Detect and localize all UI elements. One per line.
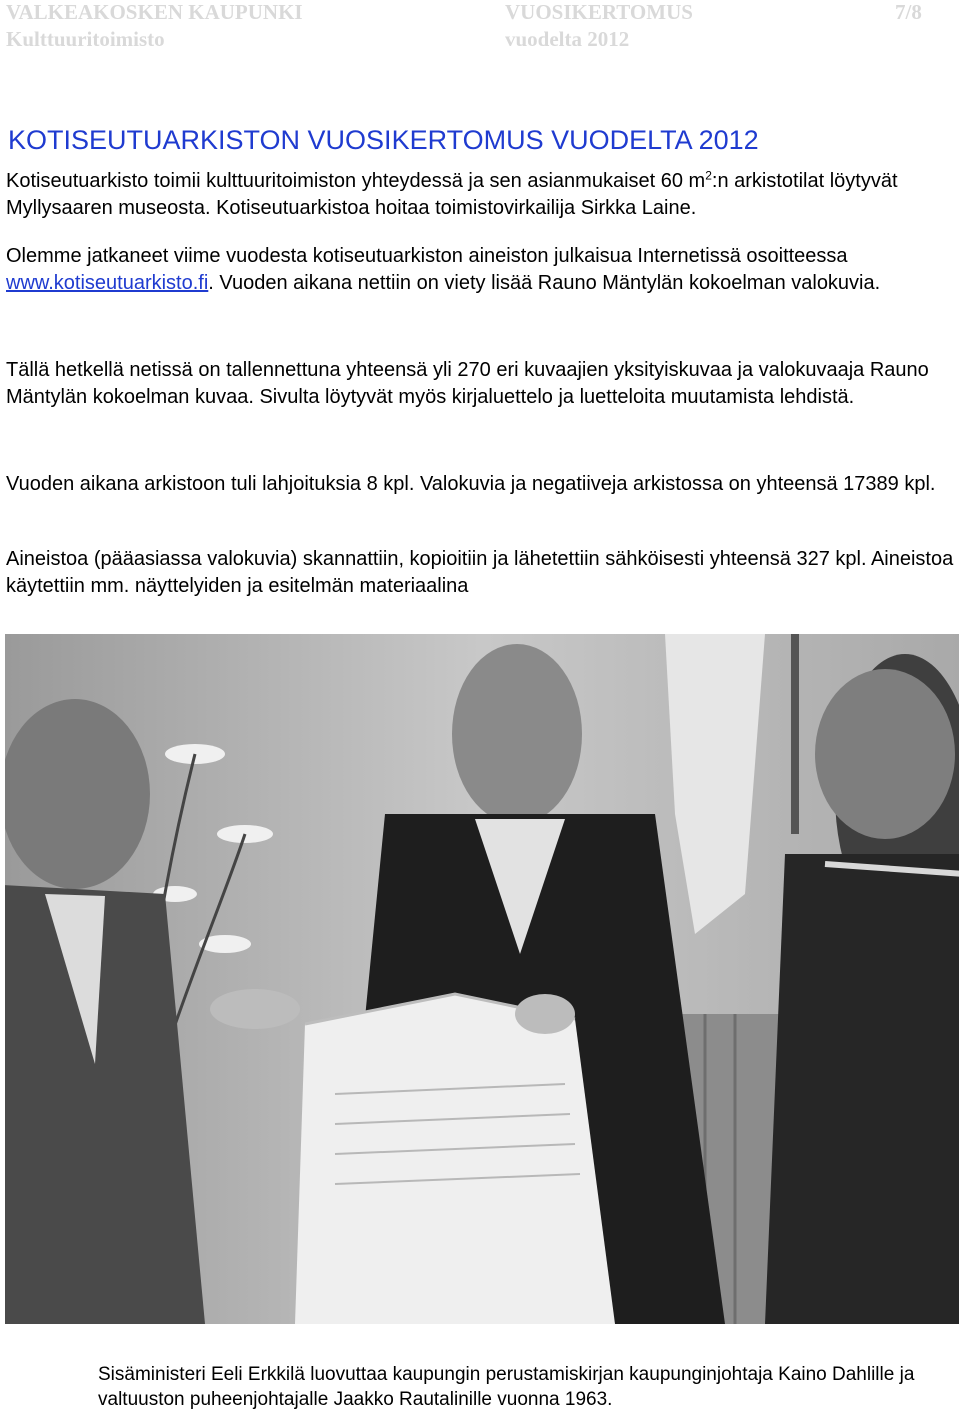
p1-superscript: 2 <box>705 168 712 183</box>
historical-photo <box>5 634 959 1324</box>
header-year: vuodelta 2012 <box>505 27 630 51</box>
p2-text-b: . Vuoden aikana nettiin on viety lisää Rauno Mäntylän kokoelman valokuvia. <box>208 272 881 294</box>
paragraph-2 <box>6 243 958 297</box>
photo-caption: Sisäministeri Eeli Erkkilä luovuttaa kaupungin perustamiskirjan kaupunginjohtaja Kaino Dahlille ja valtuuston puheenjohtajalle Jaakko Rautalinille vuonna 1963. <box>98 1364 915 1410</box>
paragraph-4: Vuoden aikana arkistoon tuli lahjoituksia 8 kpl. Valokuvia ja negatiiveja arkistossa on yhteensä 17389 kpl. <box>6 473 936 495</box>
header-dept: Kulttuuritoimisto <box>6 27 165 51</box>
paragraph-3: Tällä hetkellä netissä on tallennettuna yhteensä yli 270 eri kuvaajien yksityiskuvaa ja valokuvaaja Rauno Mäntylän kokoelman kuvaa. Sivulta löytyvät myös kirjaluettelo ja luetteloita muutamista lehdistä. <box>6 359 929 408</box>
header-doc: VUOSIKERTOMUS <box>505 0 693 24</box>
page-header <box>0 0 960 62</box>
header-org: VALKEAKOSKEN KAUPUNKI <box>6 0 303 24</box>
paragraph-5: Aineistoa (pääasiassa valokuvia) skannattiin, kopioitiin ja lähetettiin sähköisesti yhteensä 327 kpl. Aineistoa käytettiin mm. näyttelyiden ja esitelmän materiaalina <box>6 548 954 597</box>
p1-text-b: :n arkistotilat löytyvät Myllysaaren museosta. Kotiseutuarkistoa hoitaa toimistovirkailija Sirkka Laine. <box>6 170 898 219</box>
paragraph-1 <box>6 168 958 222</box>
p1-text-a: Kotiseutuarkisto toimii kulttuuritoimiston yhteydessä ja sen asianmukaiset 60 m <box>6 170 706 192</box>
page-title: KOTISEUTUARKISTON VUOSIKERTOMUS VUODELTA 2012 <box>8 125 759 155</box>
header-page-number: 7/8 <box>895 0 922 24</box>
archive-link[interactable]: www.kotiseutuarkisto.fi <box>6 272 209 294</box>
p2-text-a: Olemme jatkaneet viime vuodesta kotiseutuarkiston aineiston julkaisua Internetissä osoitteessa <box>6 245 848 267</box>
